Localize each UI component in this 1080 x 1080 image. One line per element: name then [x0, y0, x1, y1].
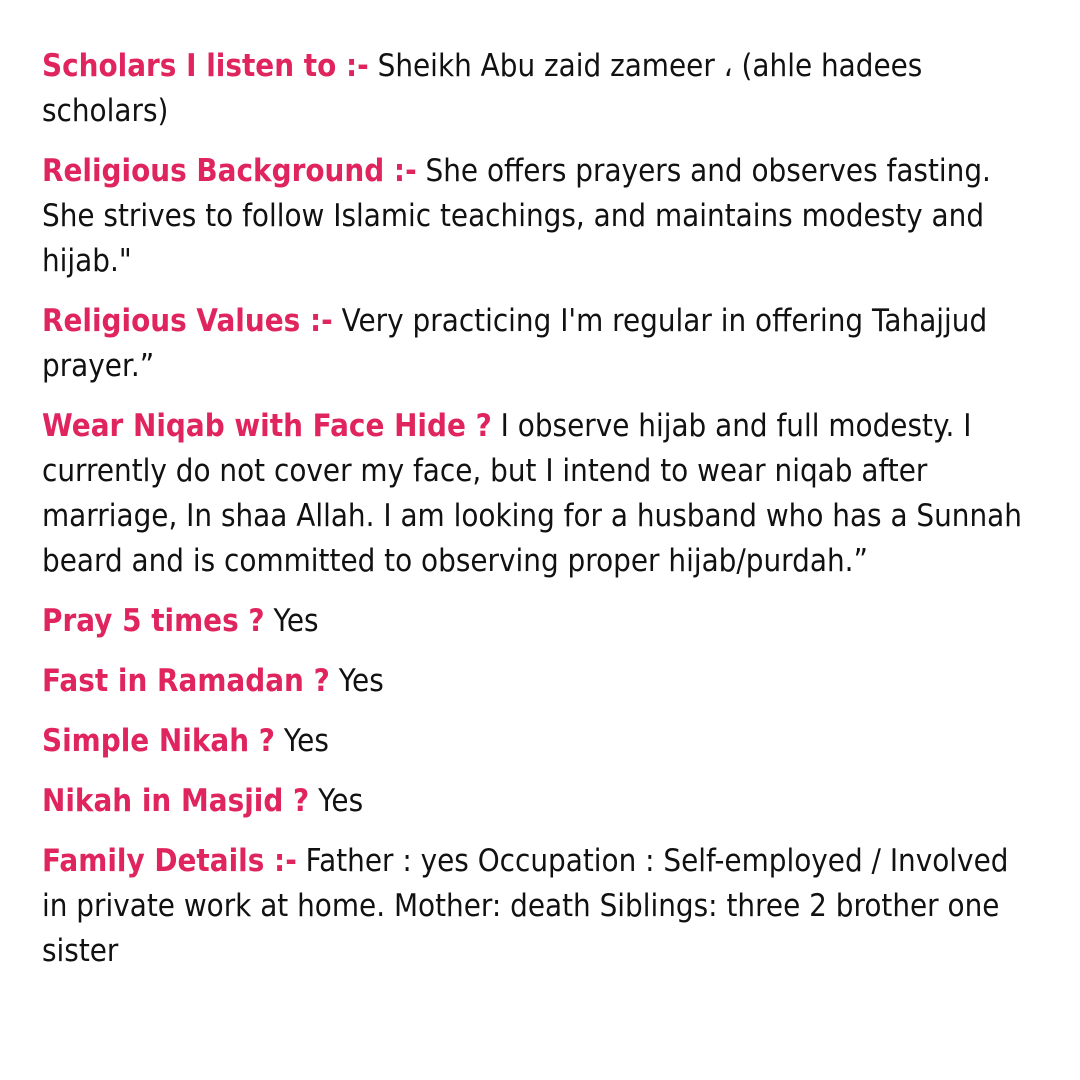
entry-label: Family Details :-	[42, 843, 297, 879]
entry-value: I observe hijab and full modesty. I currently do not cover my face, but I intend to wear niqab after marriage, In shaa Allah. I am looking for a husband who has a Sunnah beard and is committed to observing proper hijab/purdah.”	[42, 408, 1022, 579]
entry-value: Father : yes Occupation : Self-employed / Involved in private work at home. Mother: death Siblings: three 2 brother one sister	[42, 843, 1009, 969]
profile-details	[42, 44, 1042, 989]
entry-value: Yes	[273, 603, 319, 639]
entry-label: Fast in Ramadan ?	[42, 663, 330, 699]
entry-value: Yes	[283, 723, 329, 759]
entry-value: Yes	[338, 663, 384, 699]
entry-value: Very practicing I'm regular in offering Tahajjud prayer.”	[42, 303, 988, 384]
entry-label: Religious Background :-	[42, 153, 417, 189]
entry-label: Religious Values :-	[42, 303, 333, 339]
entry-simple-nikah	[42, 719, 1042, 764]
entry-label: Pray 5 times ?	[42, 603, 265, 639]
entry-label: Wear Niqab with Face Hide ?	[42, 408, 492, 444]
entry-value: She offers prayers and observes fasting. She strives to follow Islamic teachings, and maintains modesty and hijab."	[42, 153, 991, 279]
entry-fast	[42, 659, 1042, 704]
entry-pray	[42, 599, 1042, 644]
entry-label: Scholars I listen to :-	[42, 48, 369, 84]
entry-value: Sheikh Abu zaid zameer ، (ahle hadees scholars)	[42, 48, 923, 129]
entry-religious-values	[42, 299, 1042, 389]
entry-scholars	[42, 44, 1042, 134]
entry-niqab	[42, 404, 1042, 584]
entry-label: Simple Nikah ?	[42, 723, 275, 759]
entry-religious-background	[42, 149, 1042, 284]
entry-value: Yes	[318, 783, 364, 819]
entry-nikah-masjid	[42, 779, 1042, 824]
entry-label: Nikah in Masjid ?	[42, 783, 310, 819]
entry-family-details	[42, 839, 1042, 974]
